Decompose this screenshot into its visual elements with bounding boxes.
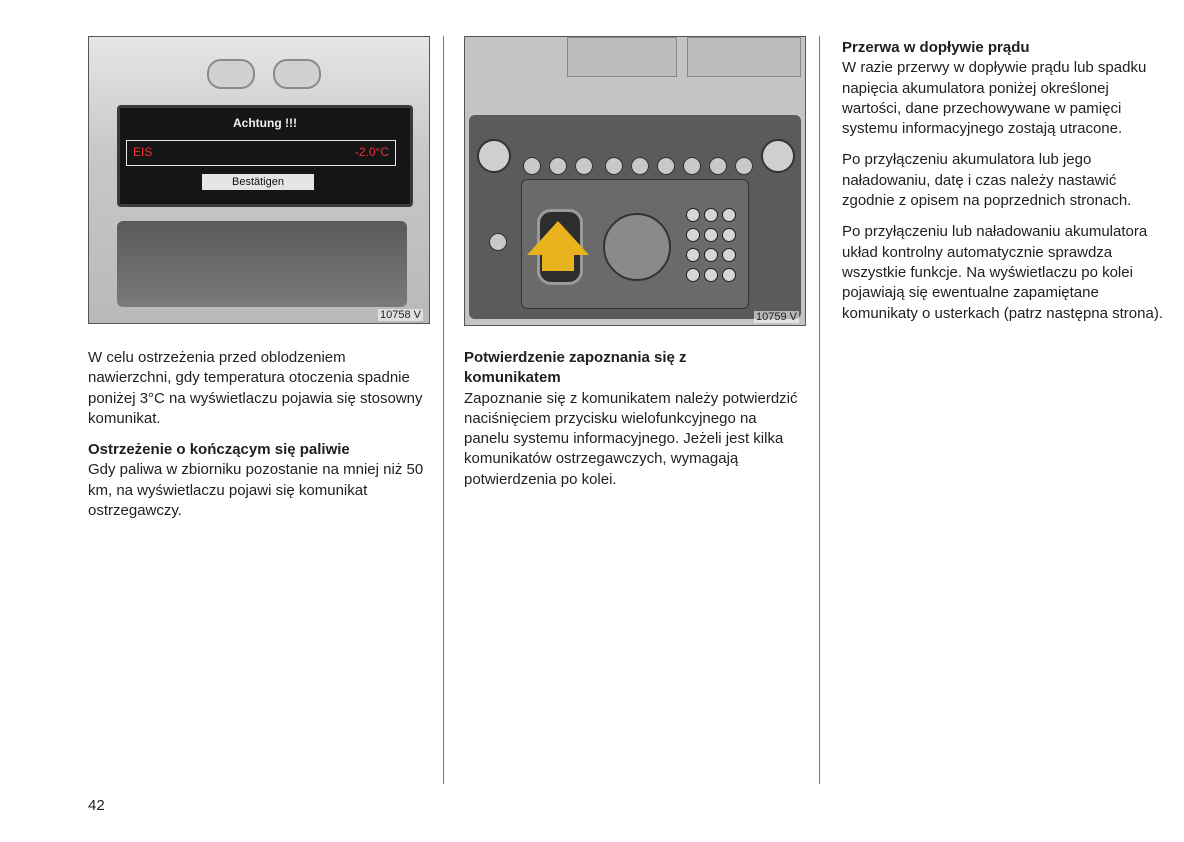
warning-value: -2.0°C xyxy=(354,145,389,159)
preset-button-icon xyxy=(605,157,623,175)
press-arrow-stem xyxy=(542,253,574,271)
keypad-key-icon xyxy=(686,248,700,262)
keypad-key-icon xyxy=(704,268,718,282)
confirm-paragraph: Zapoznanie się z komunikatem należy potwierdzić naciśnięciem przycisku wielofunkcyjnego na panelu systemu informacyjnego. Jeżeli jest kilka komunikatów ostrzegawczych, wymagają potwierdzenia po kolei. xyxy=(464,389,798,488)
display-lower-panel xyxy=(117,221,407,307)
confirm-button: Bestätigen xyxy=(202,174,314,190)
keypad-key-icon xyxy=(686,228,700,242)
press-arrow-icon xyxy=(527,221,589,255)
keypad-key-icon xyxy=(722,208,736,222)
figure-display-warning xyxy=(88,36,430,324)
preset-button-icon xyxy=(657,157,675,175)
column-3-text xyxy=(842,38,1172,324)
power-loss-heading: Przerwa w dopływie prądu xyxy=(842,39,1030,56)
column-divider-left xyxy=(443,36,444,784)
keypad-key-icon xyxy=(686,268,700,282)
keypad-key-icon xyxy=(704,228,718,242)
keypad-key-icon xyxy=(704,248,718,262)
fuel-warning-paragraph: Gdy paliwa w zbiorniku pozostanie na mniej niż 50 km, na wyświetlaczu pojawi się komunikat ostrzegawczy. xyxy=(88,461,424,520)
fuel-warning-heading: Ostrzeżenie o kończącym się paliwie xyxy=(88,441,350,459)
keypad-key-icon xyxy=(686,208,700,222)
preset-button-icon xyxy=(709,157,727,175)
air-vent-right xyxy=(687,37,801,77)
bezel-button-left xyxy=(207,59,255,89)
preset-button-icon xyxy=(735,157,753,175)
power-loss-paragraph-2: Po przyłączeniu akumulatora lub jego naładowaniu, datę i czas należy nastawić zgodnie z opisem na poprzednich stronach. xyxy=(842,151,1132,210)
keypad-key-icon xyxy=(704,208,718,222)
column-2-text xyxy=(464,348,800,490)
column-1-text xyxy=(88,348,424,521)
figure-radio-panel xyxy=(464,36,806,326)
preset-button-icon xyxy=(549,157,567,175)
screen-title: Achtung !!! xyxy=(233,116,297,130)
info-display-screen xyxy=(117,105,413,207)
keypad-key-icon xyxy=(722,248,736,262)
intro-paragraph: W celu ostrzeżenia przed oblodzeniem nawierzchni, gdy temperatura otoczenia spadnie poniżej 3°C na wyświetlaczu pojawia się stosowny komunikat. xyxy=(88,349,423,427)
navigation-pad-icon xyxy=(603,213,671,281)
confirm-heading: Potwierdzenie zapoznania się z komunikatem xyxy=(464,349,687,387)
warning-row xyxy=(126,140,396,166)
column-divider-right xyxy=(819,36,820,784)
preset-button-icon xyxy=(575,157,593,175)
figure-number: 10759 V xyxy=(756,311,797,323)
air-vent-left xyxy=(567,37,677,77)
bezel-button-right xyxy=(273,59,321,89)
figure-number: 10758 V xyxy=(380,309,421,321)
power-loss-paragraph-1: W razie przerwy w dopływie prądu lub spadku napięcia akumulatora poniżej określonej wartości, dane przechowywane w pamięci systemu informacyjnego zostają utracone. xyxy=(842,59,1147,138)
preset-button-icon xyxy=(523,157,541,175)
warning-label: EIS xyxy=(133,145,153,159)
tune-knob-icon xyxy=(761,139,795,173)
volume-knob-icon xyxy=(477,139,511,173)
hazard-button-icon xyxy=(489,233,507,251)
keypad-key-icon xyxy=(722,228,736,242)
keypad-key-icon xyxy=(722,268,736,282)
power-loss-paragraph-3: Po przyłączeniu lub naładowaniu akumulatora układ kontrolny automatycznie sprawdza wszystkie funkcje. Na wyświetlaczu po kolei pojawiają się ewentualne zapamiętane komunikaty o usterkach (patrz następna strona). xyxy=(842,223,1163,322)
page-number: 42 xyxy=(88,797,105,814)
preset-button-icon xyxy=(631,157,649,175)
preset-button-icon xyxy=(683,157,701,175)
